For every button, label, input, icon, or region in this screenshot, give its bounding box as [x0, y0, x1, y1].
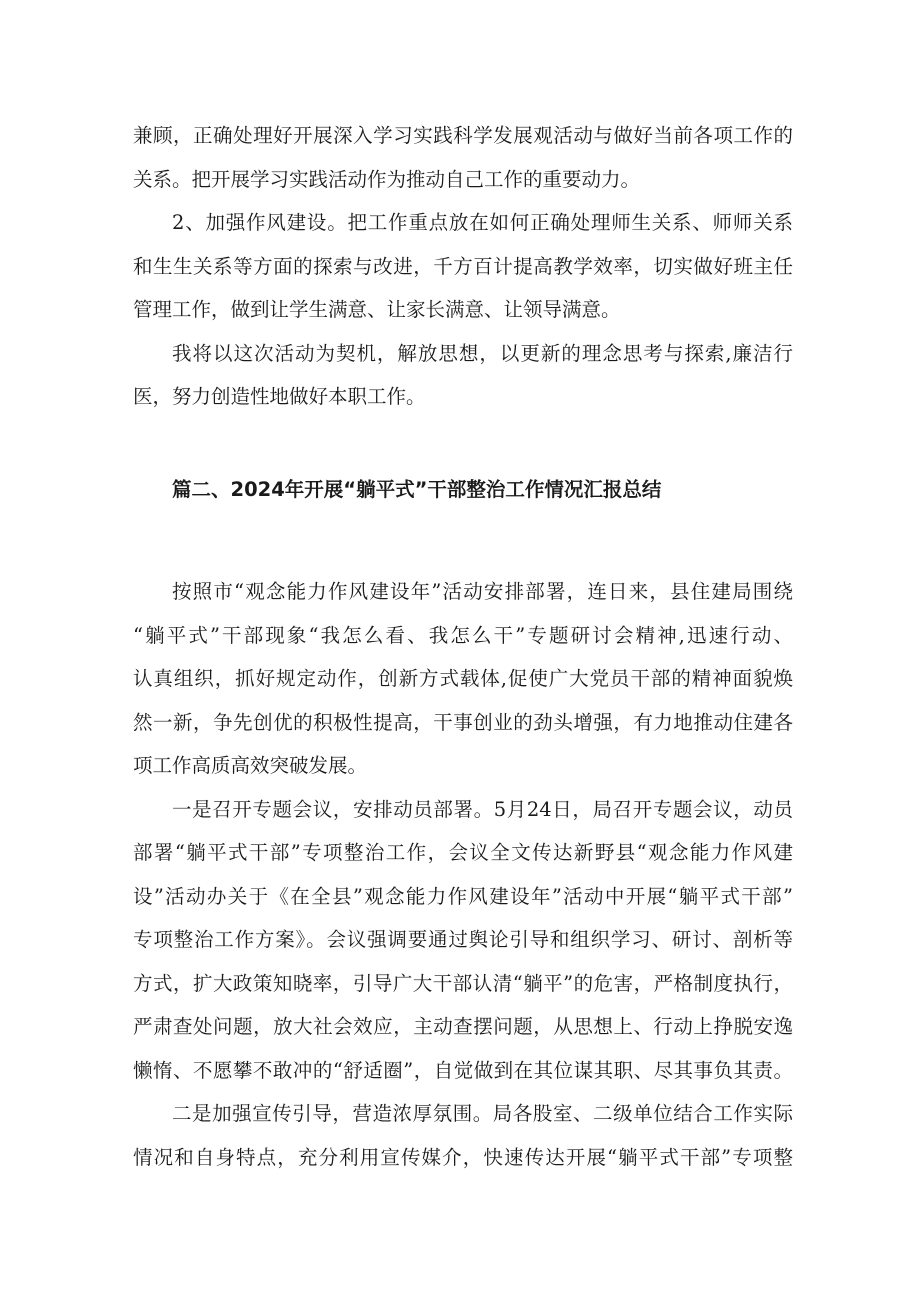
paragraph-line: 2、加强作风建设。把工作重点放在如何正确处理师生关系、师师关系 — [172, 211, 793, 234]
paragraph-line: 兼顾，正确处理好开展深入学习实践科学发展观活动与做好当前各项工作的 — [133, 124, 793, 147]
paragraph-line: 部署“躺平式干部”专项整治工作，会议全文传达新野县“观念能力作风建 — [133, 841, 793, 864]
paragraph-line: 按照市“观念能力作风建设年”活动安排部署，连日来，县住建局围绕 — [172, 580, 793, 603]
paragraph-line: 情况和自身特点，充分利用宣传媒介，快速传达开展“躺平式干部”专项整 — [133, 1146, 793, 1169]
paragraph-line: “躺平式”干部现象“我怎么看、我怎么干”专题研讨会精神,迅速行动、 — [133, 624, 793, 647]
paragraph-line: 方式，扩大政策知晓率，引导广大干部认清“躺平”的危害，严格制度执行， — [133, 972, 793, 995]
section-heading: 篇二、2024年开展“躺平式”干部整治工作情况汇报总结 — [172, 478, 662, 501]
paragraph-line: 一是召开专题会议，安排动员部署。5月24日，局召开专题会议，动员 — [172, 798, 793, 821]
paragraph-line: 然一新，争先创优的积极性提高，干事创业的劲头增强，有力地推动住建各 — [133, 711, 793, 734]
paragraph-line: 关系。把开展学习实践活动作为推动自己工作的重要动力。 — [133, 168, 641, 191]
paragraph-line: 项工作高质高效突破发展。 — [133, 754, 368, 777]
paragraph-line: 专项整治工作方案》。会议强调要通过舆论引导和组织学习、研讨、剖析等 — [133, 928, 793, 951]
paragraph-line: 二是加强宣传引导，营造浓厚氛围。局各股室、二级单位结合工作实际 — [172, 1102, 793, 1125]
paragraph-line: 认真组织，抓好规定动作，创新方式载体,促使广大党员干部的精神面貌焕 — [133, 667, 793, 690]
paragraph-line: 和生生关系等方面的探索与改进，千方百计提高教学效率，切实做好班主任 — [133, 255, 793, 278]
paragraph-line: 懒惰、不愿攀不敢冲的“舒适圈”，自觉做到在其位谋其职、尽其事负其责。 — [133, 1059, 793, 1082]
paragraph-line: 医，努力创造性地做好本职工作。 — [133, 385, 426, 408]
paragraph-line: 设”活动办关于《在全县”观念能力作风建设年”活动中开展“躺平式干部” — [133, 885, 793, 908]
paragraph-line: 管理工作，做到让学生满意、让家长满意、让领导满意。 — [133, 298, 621, 321]
paragraph-line: 严肃查处问题，放大社会效应，主动查摆问题，从思想上、行动上挣脱安逸 — [133, 1015, 793, 1038]
paragraph-line: 我将以这次活动为契机，解放思想，以更新的理念思考与探索,廉洁行 — [172, 342, 793, 365]
